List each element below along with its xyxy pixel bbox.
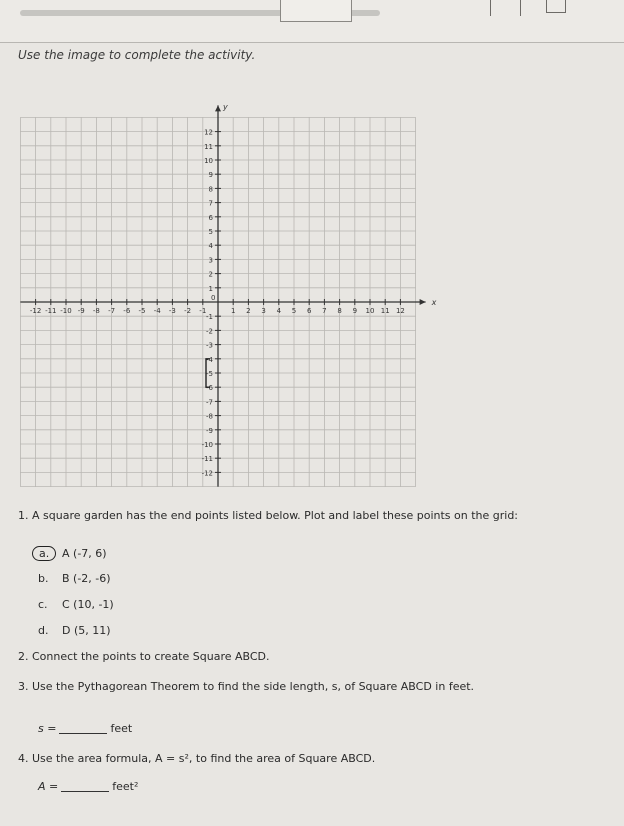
question-4-number: 4.	[18, 752, 29, 765]
y-tick-label: 3	[208, 256, 213, 265]
question-4-text: Use the area formula, A = s², to find the area of Square ABCD.	[32, 752, 376, 765]
point-item-a	[38, 546, 107, 561]
point-letter-d: d.	[38, 624, 49, 637]
y-tick-label: -6	[206, 384, 213, 393]
y-tick-label: -2	[206, 327, 213, 336]
x-tick-label: -5	[138, 307, 146, 315]
x-tick-label: 1	[230, 307, 236, 315]
question-1	[18, 508, 608, 524]
y-tick-label: 9	[208, 171, 213, 180]
answer-4-unit: feet²	[112, 780, 139, 793]
point-value-a: A (-7, 6)	[62, 547, 107, 560]
y-tick-label: 7	[208, 199, 213, 208]
y-tick-label: -1	[206, 313, 213, 322]
y-tick-label: 11	[204, 142, 213, 151]
point-item-c	[38, 598, 114, 611]
question-1-number: 1.	[18, 509, 29, 522]
question-4-answer	[38, 780, 138, 793]
x-tick-label: -3	[168, 307, 176, 315]
x-axis-label: x	[431, 298, 437, 307]
answer-3-label: s =	[38, 722, 57, 735]
y-tick-label: 1	[208, 284, 213, 293]
point-letter-c: c.	[38, 598, 48, 611]
answer-3-unit: feet	[110, 722, 133, 735]
question-3	[18, 678, 588, 696]
x-tick-label: -8	[92, 307, 100, 315]
y-tick-label: 10	[204, 157, 213, 165]
x-tick-label: 6	[306, 307, 312, 315]
point-value-d: D (5, 11)	[62, 624, 111, 637]
x-tick-label: 2	[246, 307, 251, 315]
x-tick-label: -7	[108, 307, 116, 315]
x-tick-label: 9	[352, 307, 358, 315]
y-tick-label: -8	[206, 412, 213, 421]
y-tick-label: -3	[206, 341, 213, 350]
point-letter-a: a.	[32, 546, 56, 561]
x-tick-label: 3	[261, 307, 266, 315]
y-axis-arrow	[215, 105, 221, 111]
y-tick-label: -10	[201, 441, 213, 449]
y-tick-label: 6	[208, 213, 213, 222]
y-tick-label: -12	[201, 469, 213, 478]
question-3-answer	[38, 722, 132, 735]
x-tick-label: -2	[184, 307, 192, 315]
y-tick-label: 12	[204, 128, 213, 137]
y-tick-label: -4	[206, 355, 213, 364]
question-2-number: 2.	[18, 650, 29, 663]
x-tick-label: -11	[45, 307, 57, 315]
answer-4-label: A =	[38, 780, 59, 793]
x-tick-label: -9	[77, 307, 85, 315]
y-tick-label: -11	[201, 455, 213, 464]
point-value-c: C (10, -1)	[62, 598, 114, 611]
y-tick-label: 2	[208, 270, 213, 279]
point-item-d	[38, 624, 111, 637]
question-4	[18, 752, 375, 765]
x-tick-label: 8	[337, 307, 342, 315]
y-axis-label: y	[223, 102, 228, 112]
x-tick-label: 7	[322, 307, 327, 315]
x-tick-label: -6	[123, 307, 131, 315]
question-3-number: 3.	[18, 680, 29, 693]
question-2-text: Connect the points to create Square ABCD.	[32, 650, 270, 663]
x-axis-arrow	[420, 299, 426, 305]
point-value-b: B (-2, -6)	[62, 572, 111, 585]
question-3-text: Use the Pythagorean Theorem to find the side length, s, of Square ABCD in feet.	[32, 680, 475, 693]
x-tick-label: -12	[29, 307, 42, 315]
point-item-b	[38, 572, 111, 585]
y-tick-label: -9	[206, 426, 213, 435]
question-1-text: A square garden has the end points listed below. Plot and label these points on the grid:	[32, 509, 519, 522]
y-tick-label: 5	[208, 228, 213, 236]
x-tick-label: 4	[276, 307, 282, 315]
y-tick-label: 8	[208, 185, 213, 194]
point-letter-b: b.	[38, 572, 49, 585]
x-tick-label: -4	[153, 307, 161, 315]
x-tick-label: 11	[380, 307, 390, 315]
y-tick-label: -7	[206, 398, 213, 407]
x-tick-label: 5	[291, 307, 297, 315]
y-tick-label: 4	[208, 242, 213, 251]
y-tick-label: -5	[206, 370, 213, 378]
question-2	[18, 650, 270, 663]
x-tick-label: -10	[60, 307, 72, 315]
x-tick-label: 12	[395, 307, 405, 315]
instruction-text: Use the image to complete the activity.	[18, 48, 256, 62]
origin-label: 0	[211, 294, 216, 302]
answer-3-blank[interactable]	[59, 723, 107, 734]
x-tick-label: -1	[199, 307, 207, 315]
answer-4-blank[interactable]	[61, 781, 109, 792]
x-tick-label: 10	[365, 307, 375, 315]
